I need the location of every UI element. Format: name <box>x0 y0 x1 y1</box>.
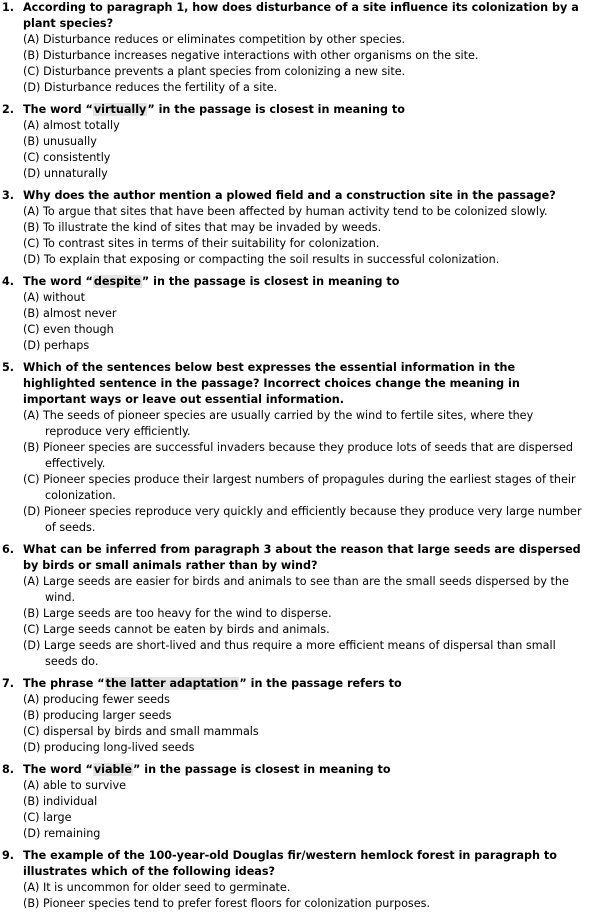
question-text: The word “virtually” in the passage is closest in meaning to <box>23 103 405 116</box>
answer-option-a[interactable]: (A) producing fewer seeds <box>23 693 170 706</box>
answer-option-d[interactable]: (D) Disturbance reduces the fertility of a site. <box>23 81 278 94</box>
question-7 <box>0 676 590 756</box>
answer-option-c[interactable]: (C) large <box>23 811 72 824</box>
answer-option-d[interactable]: (D) Large seeds are short-lived and thus require a more efficient means of dispersal than small seeds do. <box>23 639 556 668</box>
answer-option-a[interactable]: (A) without <box>23 291 85 304</box>
answer-options <box>23 408 590 536</box>
answer-option-a[interactable]: (A) Large seeds are easier for birds and animals to see than are the small seeds dispersed by the wind. <box>23 575 569 604</box>
answer-option-b[interactable]: (B) producing larger seeds <box>23 709 172 722</box>
answer-option-b[interactable]: (B) Pioneer species tend to prefer forest floors for colonization purposes. <box>23 897 431 910</box>
question-1 <box>0 0 590 96</box>
answer-option-b[interactable]: (B) Disturbance increases negative interactions with other organisms on the site. <box>23 49 479 62</box>
answer-option-a[interactable]: (A) It is uncommon for older seed to germinate. <box>23 881 291 894</box>
highlighted-word: despite <box>93 275 141 288</box>
answer-options <box>23 32 590 96</box>
highlighted-phrase: the latter adaptation <box>105 677 239 690</box>
answer-option-b[interactable]: (B) unusually <box>23 135 97 148</box>
question-2 <box>0 102 590 182</box>
question-number: 2. <box>2 103 15 116</box>
question-number: 5. <box>2 361 15 374</box>
answer-option-c[interactable]: (C) Large seeds cannot be eaten by birds and animals. <box>23 623 330 636</box>
question-4 <box>0 274 590 354</box>
question-text: The word “viable” in the passage is closest in meaning to <box>23 763 391 776</box>
question-number: 7. <box>2 677 15 690</box>
question-5 <box>0 360 590 536</box>
answer-option-c[interactable]: (C) even though <box>23 323 114 336</box>
answer-option-b[interactable]: (B) almost never <box>23 307 117 320</box>
answer-option-c[interactable]: (C) dispersal by birds and small mammals <box>23 725 259 738</box>
answer-option-d[interactable]: (D) Pioneer species reproduce very quickly and efficiently because they produce very large number of seeds. <box>23 505 582 534</box>
question-9 <box>0 848 590 912</box>
question-text: The phrase “the latter adaptation” in the passage refers to <box>23 677 402 690</box>
question-text: What can be inferred from paragraph 3 about the reason that large seeds are dispersed by birds or small animals rather than by wind? <box>23 543 581 572</box>
question-number: 3. <box>2 189 15 202</box>
question-text: The word “despite” in the passage is closest in meaning to <box>23 275 400 288</box>
answer-option-a[interactable]: (A) Disturbance reduces or eliminates competition by other species. <box>23 33 406 46</box>
answer-option-c[interactable]: (C) consistently <box>23 151 111 164</box>
answer-option-c[interactable]: (C) Disturbance prevents a plant species from colonizing a new site. <box>23 65 406 78</box>
question-3 <box>0 188 590 268</box>
answer-option-d[interactable]: (D) To explain that exposing or compacting the soil results in successful colonization. <box>23 253 500 266</box>
answer-options <box>23 118 590 182</box>
answer-option-a[interactable]: (A) To argue that sites that have been affected by human activity tend to be colonized slowly. <box>23 205 548 218</box>
question-6 <box>0 542 590 670</box>
question-text: The example of the 100-year-old Douglas fir/western hemlock forest in paragraph to illustrates which of the following ideas? <box>23 849 557 878</box>
question-number: 4. <box>2 275 15 288</box>
answer-option-b[interactable]: (B) Large seeds are too heavy for the wind to disperse. <box>23 607 332 620</box>
answer-options <box>23 204 590 268</box>
question-text: According to paragraph 1, how does disturbance of a site influence its colonization by a plant species? <box>23 1 579 30</box>
question-number: 1. <box>2 1 15 14</box>
question-number: 9. <box>2 849 15 862</box>
question-number: 8. <box>2 763 15 776</box>
answer-option-b[interactable]: (B) Pioneer species are successful invaders because they produce lots of seeds that are dispersed effectively. <box>23 441 573 470</box>
answer-options <box>23 692 590 756</box>
answer-option-a[interactable]: (A) able to survive <box>23 779 126 792</box>
answer-option-d[interactable]: (D) producing long-lived seeds <box>23 741 195 754</box>
highlighted-word: viable <box>93 763 132 776</box>
answer-option-d[interactable]: (D) perhaps <box>23 339 90 352</box>
answer-option-d[interactable]: (D) unnaturally <box>23 167 108 180</box>
question-number: 6. <box>2 543 15 556</box>
answer-option-c[interactable]: (C) To contrast sites in terms of their suitability for colonization. <box>23 237 380 250</box>
question-text: Why does the author mention a plowed field and a construction site in the passage? <box>23 189 556 202</box>
question-text: Which of the sentences below best expresses the essential information in the highlighted sentence in the passage? Incorrect choices change the meaning in important ways or leave out essential information. <box>23 361 520 406</box>
answer-option-b[interactable]: (B) To illustrate the kind of sites that may be invaded by weeds. <box>23 221 382 234</box>
highlighted-word: virtually <box>93 103 147 116</box>
answer-option-c[interactable]: (C) Pioneer species produce their largest numbers of propagules during the earliest stages of their colonization. <box>23 473 576 502</box>
answer-option-d[interactable]: (D) remaining <box>23 827 101 840</box>
answer-option-a[interactable]: (A) almost totally <box>23 119 120 132</box>
answer-options <box>23 778 590 842</box>
answer-options <box>23 290 590 354</box>
question-8 <box>0 762 590 842</box>
answer-option-b[interactable]: (B) individual <box>23 795 98 808</box>
answer-options <box>23 880 590 912</box>
answer-options <box>23 574 590 670</box>
answer-option-a[interactable]: (A) The seeds of pioneer species are usually carried by the wind to fertile sites, where they reproduce very efficiently. <box>23 409 534 438</box>
